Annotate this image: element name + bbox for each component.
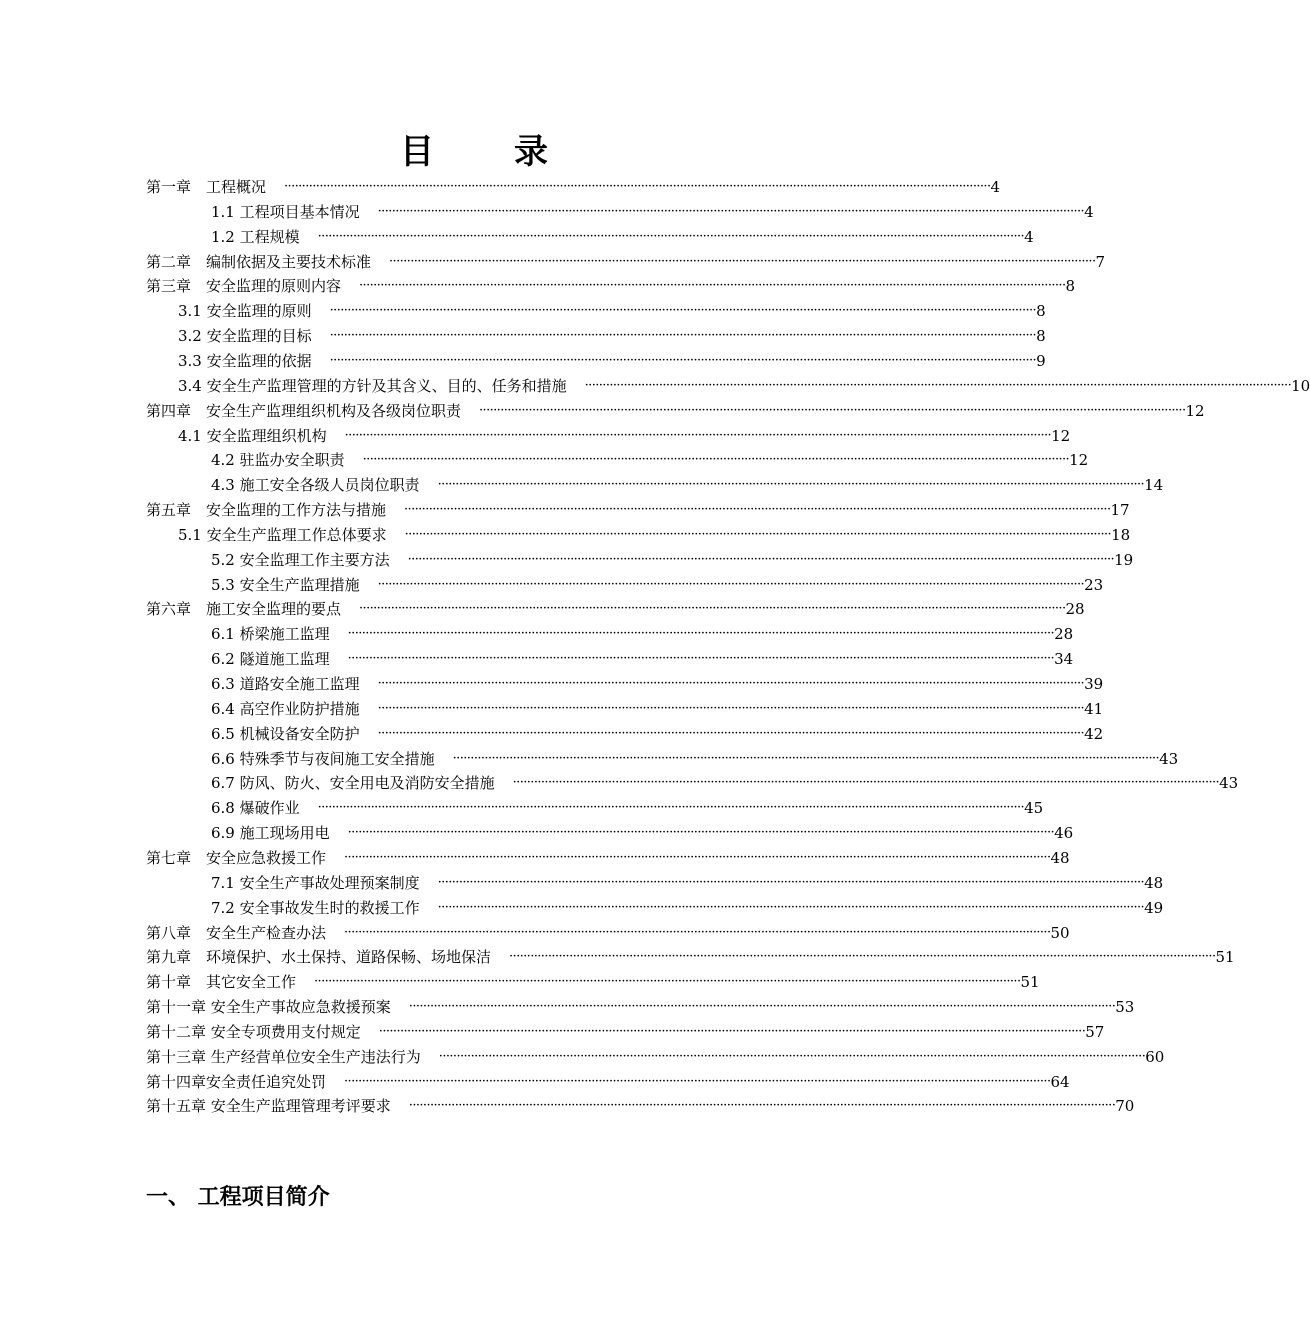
toc-entry-page: 28 xyxy=(1065,600,1085,618)
toc-title-char-1: 目 xyxy=(400,132,436,172)
toc-entry[interactable] xyxy=(211,622,1074,646)
toc-entry[interactable] xyxy=(146,1070,1070,1094)
toc-entry-page: 23 xyxy=(1084,576,1104,594)
toc-entry-label: 7.2 安全事故发生时的救援工作 xyxy=(211,899,420,917)
toc-entry-page: 4 xyxy=(1024,228,1034,246)
toc-leader-dots: ········································································································································································································ xyxy=(317,229,1025,244)
toc-leader-dots: ········································································································································································································ xyxy=(347,825,1055,840)
toc-entry-page: 51 xyxy=(1215,948,1235,966)
toc-entry-label: 第十二章 安全专项费用支付规定 xyxy=(146,1023,361,1041)
toc-leader-dots: ········································································································································································································ xyxy=(329,328,1037,343)
toc-entry-label: 第六章 施工安全监理的要点 xyxy=(146,600,342,618)
toc-entry[interactable] xyxy=(178,424,1071,448)
toc-leader-dots: ········································································································································································································ xyxy=(284,179,991,194)
toc-leader-dots: ········································································································································································································ xyxy=(378,1024,1086,1039)
toc-title xyxy=(0,128,950,176)
toc-leader-dots: ········································································································································································································ xyxy=(359,278,1066,293)
toc-entry[interactable] xyxy=(146,498,1130,522)
toc-entry-label: 5.1 安全生产监理工作总体要求 xyxy=(178,526,387,544)
toc-entry[interactable] xyxy=(146,1045,1165,1069)
toc-entry[interactable] xyxy=(211,548,1134,572)
toc-entry-page: 10 xyxy=(1291,377,1310,395)
toc-leader-dots: ········································································································································································································ xyxy=(479,403,1186,418)
toc-leader-dots: ········································································································································································································ xyxy=(362,452,1070,467)
toc-leader-dots: ········································································································································································································ xyxy=(404,527,1112,542)
toc-leader-dots: ········································································································································································································ xyxy=(509,949,1216,964)
toc-entry-label: 第十四章安全责任追究处罚 xyxy=(146,1073,327,1091)
toc-entry[interactable] xyxy=(211,896,1164,920)
toc-entry-page: 8 xyxy=(1065,277,1076,295)
toc-entry-label: 第十三章 生产经营单位安全生产违法行为 xyxy=(146,1048,421,1066)
toc-entry-page: 48 xyxy=(1050,849,1070,867)
toc-leader-dots: ········································································································································································································ xyxy=(329,303,1037,318)
toc-entry-page: 42 xyxy=(1084,725,1104,743)
toc-entry-label: 6.2 隧道施工监理 xyxy=(211,650,330,668)
toc-entry[interactable] xyxy=(146,175,1001,199)
toc-entry-page: 51 xyxy=(1020,973,1040,991)
toc-entry[interactable] xyxy=(211,672,1104,696)
toc-entry[interactable] xyxy=(146,274,1076,298)
toc-entry-page: 18 xyxy=(1111,526,1131,544)
toc-entry[interactable] xyxy=(178,299,1046,323)
toc-entry-label: 4.1 安全监理组织机构 xyxy=(178,427,327,445)
toc-leader-dots: ········································································································································································································ xyxy=(404,502,1111,517)
toc-entry-label: 3.2 安全监理的目标 xyxy=(178,327,312,345)
toc-entry-page: 19 xyxy=(1114,551,1134,569)
toc-leader-dots: ········································································································································································································ xyxy=(377,676,1085,691)
toc-leader-dots: ········································································································································································································ xyxy=(377,204,1085,219)
toc-entry[interactable] xyxy=(146,995,1135,1019)
toc-entry-page: 39 xyxy=(1084,675,1104,693)
toc-entry[interactable] xyxy=(146,921,1070,945)
toc-entry[interactable] xyxy=(211,473,1164,497)
toc-entry-page: 4 xyxy=(1084,203,1094,221)
toc-entry-label: 第十一章 安全生产事故应急救援预案 xyxy=(146,998,391,1016)
toc-leader-dots: ········································································································································································································ xyxy=(437,875,1145,890)
toc-entry-label: 第八章 安全生产检查办法 xyxy=(146,924,327,942)
toc-entry[interactable] xyxy=(211,225,1034,249)
toc-leader-dots: ········································································································································································································ xyxy=(584,378,1292,393)
toc-entry-label: 6.3 道路安全施工监理 xyxy=(211,675,360,693)
toc-entry[interactable] xyxy=(146,846,1070,870)
toc-leader-dots: ········································································································································································································ xyxy=(344,850,1051,865)
toc-leader-dots: ········································································································································································································ xyxy=(377,726,1085,741)
toc-entry-page: 64 xyxy=(1050,1073,1070,1091)
toc-entry-label: 3.1 安全监理的原则 xyxy=(178,302,312,320)
toc-leader-dots: ········································································································································································································ xyxy=(437,900,1145,915)
toc-entry-page: 48 xyxy=(1144,874,1164,892)
toc-entry-label: 5.3 安全生产监理措施 xyxy=(211,576,360,594)
toc-entry-page: 7 xyxy=(1095,253,1106,271)
toc-entry-page: 49 xyxy=(1144,899,1164,917)
toc-leader-dots: ········································································································································································································ xyxy=(437,477,1145,492)
toc-title-char-2: 录 xyxy=(514,132,550,172)
toc-entry-label: 3.4 安全生产监理管理的方针及其含义、目的、任务和措施 xyxy=(178,377,567,395)
toc-entry[interactable] xyxy=(146,1020,1105,1044)
toc-leader-dots: ········································································································································································································ xyxy=(452,751,1160,766)
toc-leader-dots: ········································································································································································································ xyxy=(347,651,1055,666)
toc-entry[interactable] xyxy=(178,324,1046,348)
toc-leader-dots: ········································································································································································································ xyxy=(344,925,1051,940)
toc-entry-label: 6.9 施工现场用电 xyxy=(211,824,330,842)
toc-entry-page: 12 xyxy=(1051,427,1071,445)
toc-leader-dots: ········································································································································································································ xyxy=(377,577,1085,592)
toc-leader-dots: ········································································································································································································ xyxy=(407,552,1115,567)
toc-entry[interactable] xyxy=(146,970,1040,994)
toc-entry-label: 1.2 工程规模 xyxy=(211,228,300,246)
toc-entry-label: 7.1 安全生产事故处理预案制度 xyxy=(211,874,420,892)
toc-entry-label: 第十章 其它安全工作 xyxy=(146,973,297,991)
toc-entry[interactable] xyxy=(178,523,1131,547)
toc-entry-label: 第十五章 安全生产监理管理考评要求 xyxy=(146,1097,391,1115)
toc-entry-label: 6.1 桥梁施工监理 xyxy=(211,625,330,643)
toc-entry[interactable] xyxy=(211,771,1239,795)
toc-entry[interactable] xyxy=(211,647,1074,671)
toc-entry-page: 53 xyxy=(1115,998,1135,1016)
toc-entry-page: 12 xyxy=(1069,451,1089,469)
toc-entry-label: 6.4 高空作业防护措施 xyxy=(211,700,360,718)
toc-entry-page: 8 xyxy=(1036,302,1046,320)
toc-entry[interactable] xyxy=(146,945,1235,969)
toc-entry-page: 50 xyxy=(1050,924,1070,942)
toc-leader-dots: ········································································································································································································ xyxy=(377,701,1085,716)
toc-entry-label: 6.8 爆破作业 xyxy=(211,799,300,817)
toc-entry-label: 第四章 安全生产监理组织机构及各级岗位职责 xyxy=(146,402,462,420)
toc-entry-label: 1.1 工程项目基本情况 xyxy=(211,203,360,221)
toc-entry-page: 70 xyxy=(1115,1097,1135,1115)
toc-entry-label: 4.3 施工安全各级人员岗位职责 xyxy=(211,476,420,494)
toc-entry[interactable] xyxy=(146,1094,1135,1118)
toc-entry-page: 43 xyxy=(1159,750,1179,768)
toc-leader-dots: ········································································································································································································ xyxy=(347,626,1055,641)
toc-entry[interactable] xyxy=(211,871,1164,895)
toc-leader-dots: ········································································································································································································ xyxy=(438,1049,1146,1064)
toc-entry[interactable] xyxy=(211,747,1179,771)
toc-leader-dots: ········································································································································································································ xyxy=(408,999,1116,1014)
toc-entry-label: 6.7 防风、防火、安全用电及消防安全措施 xyxy=(211,774,495,792)
toc-entry-page: 43 xyxy=(1219,774,1239,792)
toc-leader-dots: ········································································································································································································ xyxy=(408,1098,1116,1113)
toc-entry-page: 45 xyxy=(1024,799,1044,817)
toc-entry-label: 6.6 特殊季节与夜间施工安全措施 xyxy=(211,750,435,768)
toc-entry-label: 第七章 安全应急救援工作 xyxy=(146,849,327,867)
toc-entry[interactable] xyxy=(178,349,1046,373)
toc-leader-dots: ········································································································································································································ xyxy=(344,1074,1051,1089)
toc-entry[interactable] xyxy=(146,597,1085,621)
toc-entry-page: 12 xyxy=(1185,402,1205,420)
toc-leader-dots: ········································································································································································································ xyxy=(359,601,1066,616)
toc-entry[interactable] xyxy=(211,448,1089,472)
toc-entry[interactable] xyxy=(211,796,1044,820)
toc-entry-label: 第二章 编制依据及主要技术标准 xyxy=(146,253,372,271)
toc-leader-dots: ········································································································································································································ xyxy=(344,428,1052,443)
toc-entry[interactable] xyxy=(211,722,1104,746)
toc-entry-page: 9 xyxy=(1036,352,1046,370)
toc-entry-page: 4 xyxy=(990,178,1001,196)
toc-entry-page: 41 xyxy=(1084,700,1104,718)
toc-entry[interactable] xyxy=(146,399,1205,423)
toc-entry[interactable] xyxy=(211,821,1074,845)
toc-leader-dots: ········································································································································································································ xyxy=(329,353,1037,368)
toc-entry-page: 28 xyxy=(1054,625,1074,643)
toc-entry-label: 第九章 环境保护、水土保持、道路保畅、场地保洁 xyxy=(146,948,492,966)
toc-entry[interactable] xyxy=(178,374,1310,398)
toc-entry[interactable] xyxy=(146,250,1106,274)
toc-entry-label: 3.3 安全监理的依据 xyxy=(178,352,312,370)
toc-entry-label: 5.2 安全监理工作主要方法 xyxy=(211,551,390,569)
toc-entry[interactable] xyxy=(211,200,1094,224)
toc-entry-page: 8 xyxy=(1036,327,1046,345)
toc-entry-page: 17 xyxy=(1110,501,1130,519)
toc-leader-dots: ········································································································································································································ xyxy=(314,974,1021,989)
toc-entry-page: 34 xyxy=(1054,650,1074,668)
toc-entry-page: 57 xyxy=(1085,1023,1105,1041)
toc-entry-label: 6.5 机械设备安全防护 xyxy=(211,725,360,743)
toc-entry-label: 第一章 工程概况 xyxy=(146,178,267,196)
toc-entry-page: 14 xyxy=(1144,476,1164,494)
toc-entry[interactable] xyxy=(211,573,1104,597)
toc-leader-dots: ········································································································································································································ xyxy=(317,800,1025,815)
toc-entry[interactable] xyxy=(211,697,1104,721)
toc-leader-dots: ········································································································································································································ xyxy=(389,254,1096,269)
toc-entry-label: 4.2 驻监办安全职责 xyxy=(211,451,345,469)
toc-leader-dots: ········································································································································································································ xyxy=(512,775,1220,790)
toc-entry-page: 46 xyxy=(1054,824,1074,842)
section-heading: 一、 工程项目简介 xyxy=(146,1184,330,1210)
toc-entry-label: 第五章 安全监理的工作方法与措施 xyxy=(146,501,387,519)
toc-entry-page: 60 xyxy=(1145,1048,1165,1066)
toc-entry-label: 第三章 安全监理的原则内容 xyxy=(146,277,342,295)
